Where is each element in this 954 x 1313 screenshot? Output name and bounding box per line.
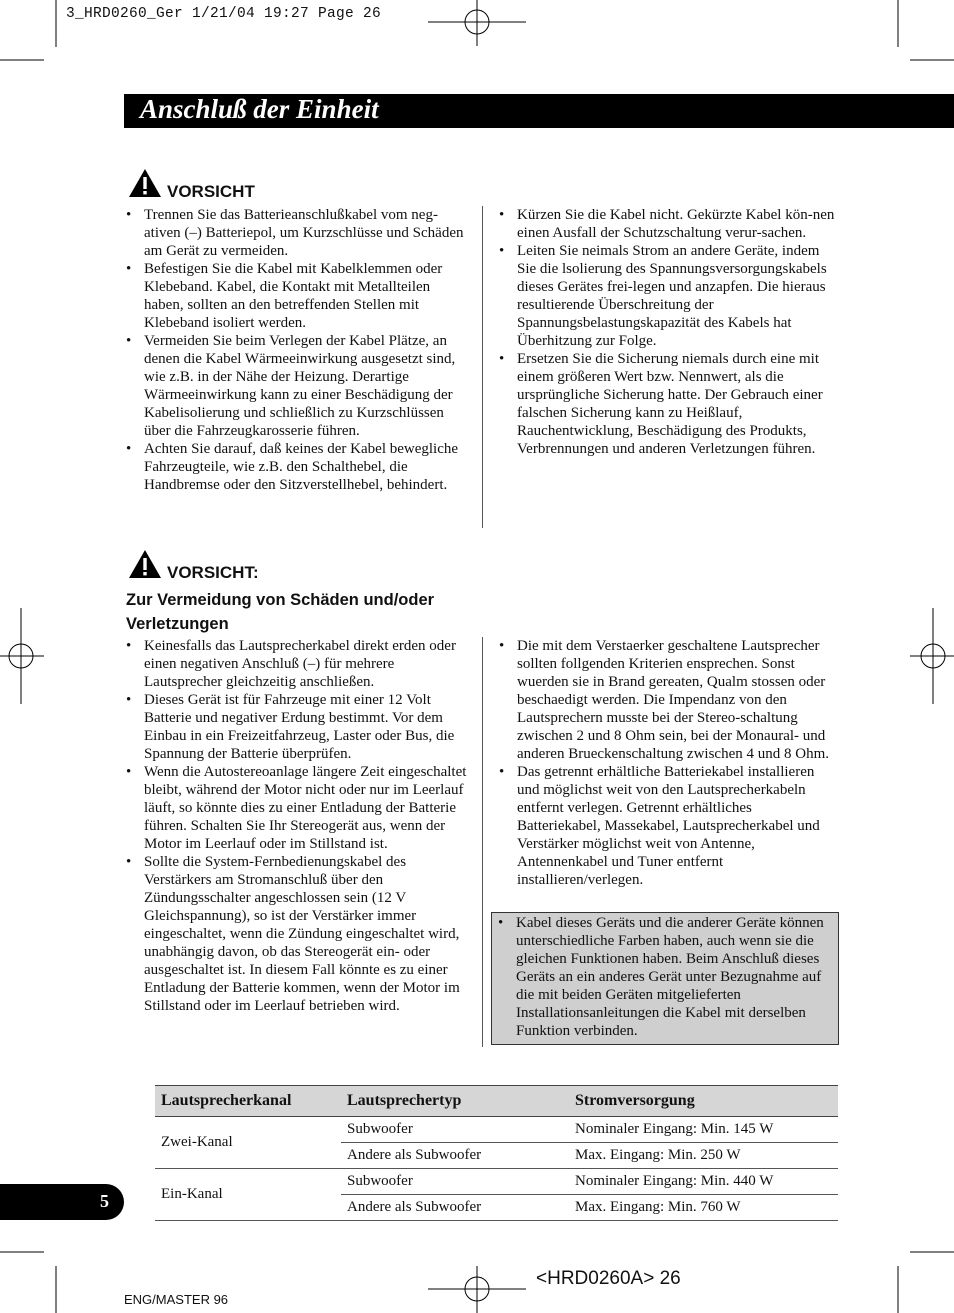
type-cell: Subwoofer <box>341 1169 569 1195</box>
power-cell: Nominaler Eingang: Min. 440 W <box>569 1169 838 1195</box>
footer-code: <HRD0260A> 26 <box>536 1268 681 1289</box>
column-header: Lautsprechertyp <box>341 1086 569 1117</box>
column-divider <box>482 637 483 1047</box>
note-box <box>491 912 839 1045</box>
print-slug: 3_HRD0260_Ger 1/21/04 19:27 Page 26 <box>66 6 382 22</box>
list-item: • Sollte die System-Fernbedienungskabel des Verstärkers am Stromanschluß über den Zündungsschalter angeschlossen sein (12 V Gleichspannung), so ist der Verstärker immer eingeschaltet, wenn die Zündung eingeschaltet wird, unabhängig davon, ob das Stereogerät ein- oder ausgeschaltet ist. In diesem Fall könnte es zu einer Entladung der Batterie kommen, wenn der Motor im Stillstand oder im Leerlauf betrieben wird. <box>126 853 468 1015</box>
caution-list-right <box>499 206 839 458</box>
table-row <box>155 1117 838 1143</box>
caution-list-left <box>126 637 468 1015</box>
table-header-row <box>155 1086 838 1117</box>
list-item: • Leiten Sie neimals Strom an andere Geräte, indem Sie die lsolierung des Spannungsversorgungskabels dieses Gerätes frei-legen und anzapfen. Die hieraus resultierende Überschreitung der Spannungsbelastungskapazität des Kabels hat Überhitzung zur Folge. <box>499 242 839 350</box>
power-cell: Max. Eingang: Min. 760 W <box>569 1195 838 1221</box>
channel-cell: Zwei-Kanal <box>155 1117 341 1169</box>
type-cell: Subwoofer <box>341 1117 569 1143</box>
list-item: • Trennen Sie das Batterieanschlußkabel vom neg-ativen (–) Batteriepol, um Kurzschlüsse und Schäden am Gerät zu vermeiden. <box>126 206 468 260</box>
caution-heading: VORSICHT <box>167 182 255 201</box>
caution-heading: VORSICHT: <box>167 563 259 582</box>
speaker-spec-table <box>155 1085 838 1221</box>
note-text: • Kabel dieses Geräts und die anderer Geräte können unterschiedliche Farben haben, auch wenn sie die gleichen Funktionen haben. Beim Anschluß dieses Geräts an ein anderes Gerät unter Bezugnahme auf die mit beiden Geräten mitgelieferten Installationsanleitungen die Kabel mit derselben Funktion verbinden. <box>498 914 832 1040</box>
list-item: • Achten Sie darauf, daß keines der Kabel bewegliche Fahrzeugteile, wie z.B. den Schalthebel, die Handbremse oder den Sitzverstellhebel, behindert. <box>126 440 468 494</box>
list-item: • Die mit dem Verstaerker geschaltene Lautsprecher sollten follgenden Kriterien ensprechen. Sonst wuerden sie in Brand gereaten, Qualm stossen oder beschaedigt werden. Die Impendanz von den Lautsprechern musste bei der Stereo-schaltung zwischen 2 und 8 Ohm sein, bei der Monaural- und anderen Brueckenschaltung zwischen 4 und 8 Ohm. <box>499 637 839 763</box>
type-cell: Andere als Subwoofer <box>341 1143 569 1169</box>
list-item: • Vermeiden Sie beim Verlegen der Kabel Plätze, an denen die Kabel Wärmeeinwirkung ausgesetzt sind, wie z.B. in der Nähe der Heizung. Derartige Wärmeeinwirkung kann zu einer Beschädigung der Kabelisolierung und schließlich zu Kurzschlüssen über die Fahrzeugkarosserie führen. <box>126 332 468 440</box>
channel-cell: Ein-Kanal <box>155 1169 341 1221</box>
caution-list-left <box>126 206 468 494</box>
warning-icon <box>128 549 162 579</box>
power-cell: Nominaler Eingang: Min. 145 W <box>569 1117 838 1143</box>
list-item: • Dieses Gerät ist für Fahrzeuge mit einer 12 Volt Batterie und negativer Erdung bestimmt. Vor dem Einbau in ein Freizeitfahrzeug, Laster oder Bus, die Spannung der Batterie überprüfen. <box>126 691 468 763</box>
list-item: • Ersetzen Sie die Sicherung niemals durch eine mit einem größeren Wert bzw. Nennwert, als die ursprüngliche Sicherung hatte. Der Gebrauch einer falschen Sicherung kann zu Heißlauf, Rauchentwicklung, Beschädigung des Produkts, Verbrennungen und anderen Verletzungen führen. <box>499 350 839 458</box>
list-item: • Kürzen Sie die Kabel nicht. Gekürzte Kabel kön-nen einen Ausfall der Schutzschaltung verur-sachen. <box>499 206 839 242</box>
column-divider <box>482 206 483 528</box>
column-header: Stromversorgung <box>569 1086 838 1117</box>
caution-list-right <box>499 637 839 889</box>
power-cell: Max. Eingang: Min. 250 W <box>569 1143 838 1169</box>
footer-master: ENG/MASTER 96 <box>124 1292 229 1307</box>
type-cell: Andere als Subwoofer <box>341 1195 569 1221</box>
warning-icon <box>128 168 162 198</box>
column-header: Lautsprecherkanal <box>155 1086 341 1117</box>
list-item: • Das getrennt erhältliche Batteriekabel installieren und möglichst weit von den Lautsprecherkabeln entfernt verlegen. Getrennt erhältliches Batteriekabel, Massekabel, Lautsprecherkabel und Verstärker möglichst weit von Antenne, Antennenkabel und Tuner entfernt installieren/verlegen. <box>499 763 839 889</box>
list-item: • Wenn die Autostereoanlage längere Zeit eingeschaltet bleibt, während der Motor nicht oder nur im Leerlauf läuft, so könnte dies zu einer Entladung der Batterie führen. Schalten Sie Ihr Stereogerät aus, wenn der Motor im Leerlauf oder im Stillstand ist. <box>126 763 468 853</box>
list-item: • Keinesfalls das Lautsprecherkabel direkt erden oder einen negativen Anschluß (–) für mehrere Lautsprecher gleichzeitig anschließen. <box>126 637 468 691</box>
list-item: • Befestigen Sie die Kabel mit Kabelklemmen oder Klebeband. Kabel, die Kontakt mit Metallteilen haben, sollten an den betreffenden Stellen mit Klebeband isoliert werden. <box>126 260 468 332</box>
table-row <box>155 1169 838 1195</box>
section-title: Anschluß der Einheit <box>140 94 379 124</box>
caution-subheading: Zur Vermeidung von Schäden und/oder Verletzungen <box>126 591 435 633</box>
page-number: 5 <box>100 1191 109 1211</box>
